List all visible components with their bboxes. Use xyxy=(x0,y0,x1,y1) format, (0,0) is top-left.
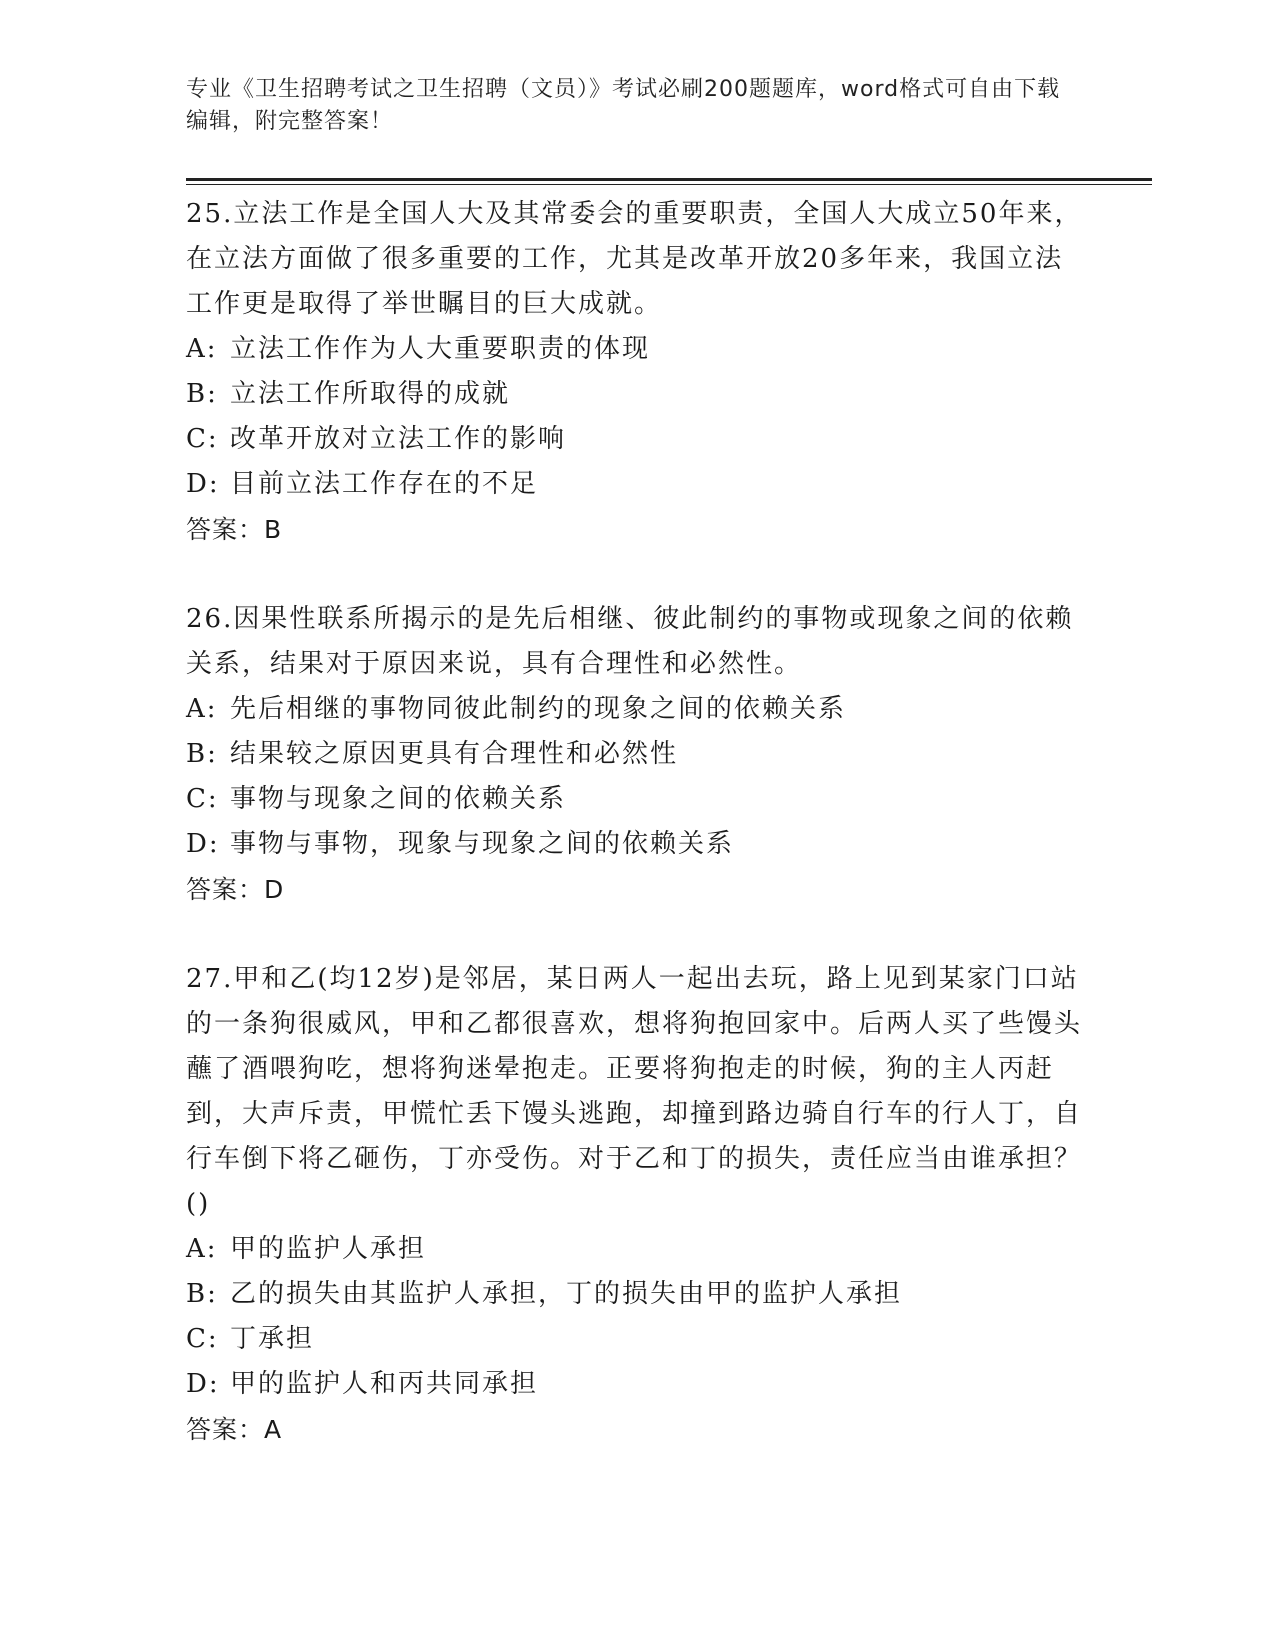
answer-label: 答案： xyxy=(186,1415,265,1444)
option-text: 事物与事物，现象与现象之间的依赖关系 xyxy=(230,829,735,859)
option-text: 甲的监护人和丙共同承担 xyxy=(230,1369,539,1399)
question-stem xyxy=(186,597,1086,687)
answer-line xyxy=(186,867,1086,913)
question-text: 甲和乙(均12岁)是邻居，某日两人一起出去玩，路上见到某家门口站的一条狗很威风，甲和乙都很喜欢，想将狗抱回家中。后两人买了些馒头蘸了酒喂狗吃，想将狗迷晕抱走。正要将狗抱走的时候，狗的主人丙赶到，大声斥责，甲慌忙丢下馒头逃跑，却撞到路边骑自行车的行人丁，自行车倒下将乙砸伤，丁亦受伤。对于乙和丁的损失，责任应当由谁承担？() xyxy=(186,964,1083,1219)
question-item xyxy=(186,957,1086,1453)
answer-label: 答案： xyxy=(186,515,265,544)
option-c xyxy=(186,1317,1086,1362)
option-c xyxy=(186,777,1086,822)
answer-line xyxy=(186,507,1086,553)
option-letter: A: xyxy=(186,1234,218,1264)
question-number: 25. xyxy=(186,199,234,229)
question-stem xyxy=(186,192,1086,327)
option-letter: A: xyxy=(186,334,218,364)
option-letter: C: xyxy=(186,784,219,814)
header-divider-thin xyxy=(186,184,1152,185)
question-text: 立法工作是全国人大及其常委会的重要职责，全国人大成立50年来，在立法方面做了很多重要的工作，尤其是改革开放20多年来，我国立法工作更是取得了举世瞩目的巨大成就。 xyxy=(186,199,1083,319)
question-number: 26. xyxy=(186,604,234,634)
question-item xyxy=(186,192,1086,553)
option-letter: B: xyxy=(186,379,218,409)
question-number: 27. xyxy=(186,964,234,994)
question-stem xyxy=(186,957,1086,1227)
option-text: 乙的损失由其监护人承担，丁的损失由甲的监护人承担 xyxy=(230,1279,903,1309)
option-b xyxy=(186,372,1086,417)
option-text: 事物与现象之间的依赖关系 xyxy=(230,784,567,814)
option-letter: B: xyxy=(186,739,218,769)
question-list xyxy=(186,192,1086,1497)
option-letter: B: xyxy=(186,1279,218,1309)
header-divider-thick xyxy=(186,178,1152,181)
option-text: 先后相继的事物同彼此制约的现象之间的依赖关系 xyxy=(230,694,847,724)
question-text: 因果性联系所揭示的是先后相继、彼此制约的事物或现象之间的依赖关系，结果对于原因来说，具有合理性和必然性。 xyxy=(186,604,1074,679)
option-a xyxy=(186,687,1086,732)
option-letter: C: xyxy=(186,424,219,454)
option-text: 结果较之原因更具有合理性和必然性 xyxy=(230,739,679,769)
option-letter: C: xyxy=(186,1324,219,1354)
option-text: 立法工作作为人大重要职责的体现 xyxy=(230,334,651,364)
option-letter: D: xyxy=(186,1369,220,1399)
answer-label: 答案： xyxy=(186,875,265,904)
option-text: 立法工作所取得的成就 xyxy=(230,379,511,409)
option-text: 甲的监护人承担 xyxy=(230,1234,427,1264)
option-b xyxy=(186,1272,1086,1317)
option-a xyxy=(186,1227,1086,1272)
option-text: 目前立法工作存在的不足 xyxy=(230,469,539,499)
document-header: 专业《卫生招聘考试之卫生招聘（文员）》考试必刷200题题库，word格式可自由下载编辑，附完整答案！ xyxy=(186,77,1061,134)
option-b xyxy=(186,732,1086,777)
option-d xyxy=(186,822,1086,867)
option-d xyxy=(186,462,1086,507)
option-a xyxy=(186,327,1086,372)
answer-value: D xyxy=(264,875,285,904)
option-letter: D: xyxy=(186,469,220,499)
option-text: 丁承担 xyxy=(230,1324,315,1354)
option-letter: A: xyxy=(186,694,218,724)
answer-value: A xyxy=(264,1415,283,1444)
option-letter: D: xyxy=(186,829,220,859)
answer-line xyxy=(186,1407,1086,1453)
option-d xyxy=(186,1362,1086,1407)
option-text: 改革开放对立法工作的影响 xyxy=(230,424,567,454)
question-item xyxy=(186,597,1086,913)
option-c xyxy=(186,417,1086,462)
answer-value: B xyxy=(264,515,283,544)
